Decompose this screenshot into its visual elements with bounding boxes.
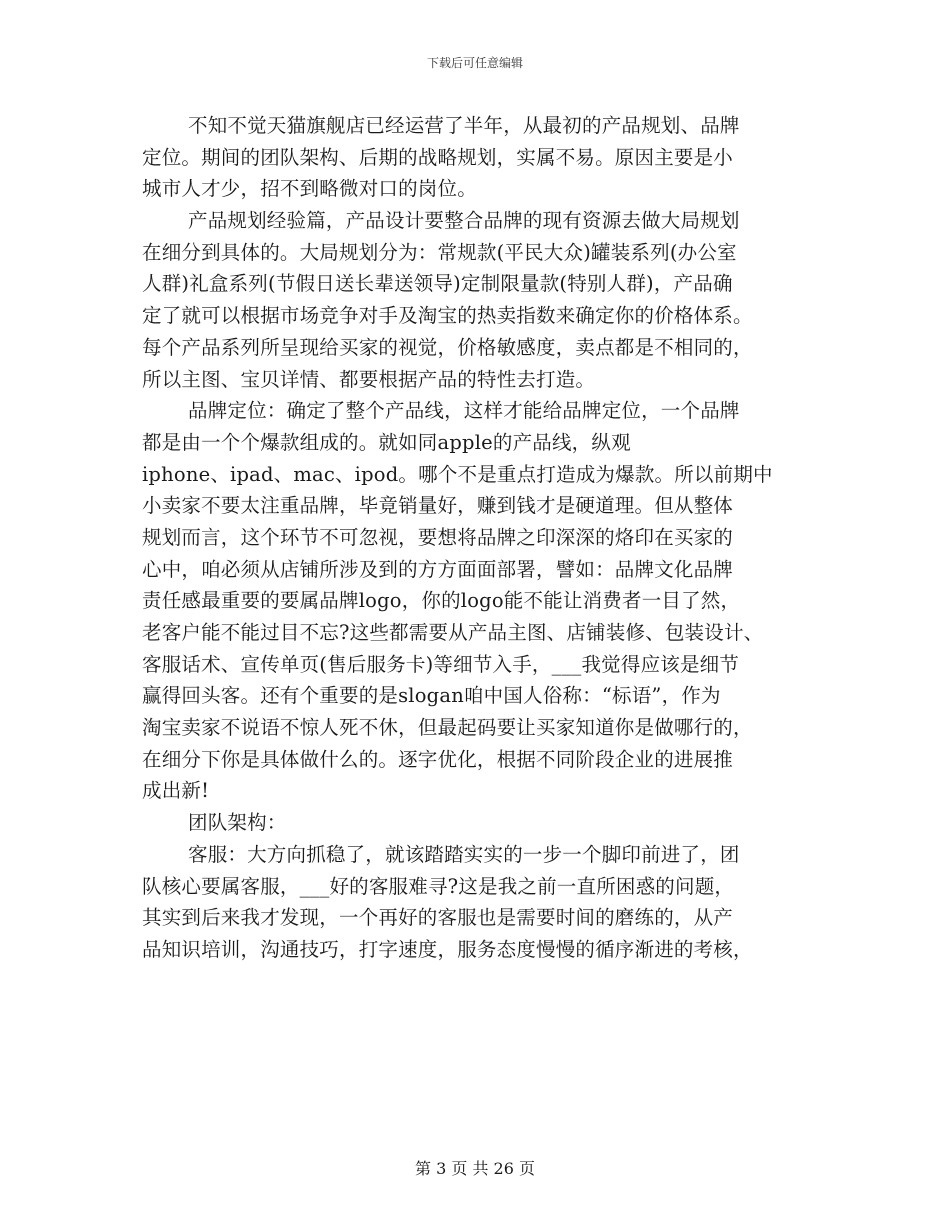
text-line: 都是由一个个爆款组成的。就如同apple的产品线，纵观: [142, 430, 631, 454]
text-line: 成出新!: [142, 779, 210, 803]
text-line: 在细分到具体的。大局规划分为：常规款(平民大众)罐装系列(办公室: [142, 240, 737, 264]
text-line: 赢得回头客。还有个重要的是slogan咱中国人俗称：“标语”，作为: [142, 684, 721, 708]
text-line: 老客户能不能过目不忘?这些都需要从产品主图、店铺装修、包装设计、: [142, 621, 764, 644]
text-line: 其实到后来我才发现，一个再好的客服也是需要时间的磨练的，从产: [142, 906, 734, 930]
text-line: 在细分下你是具体做什么的。逐字优化，根据不同阶段企业的进展推: [142, 747, 734, 771]
text-line: 心中，咱必须从店铺所涉及到的方方面面部署，譬如：品牌文化品牌: [142, 557, 734, 581]
text-line: 定位。期间的团队架构、后期的战略规划，实属不易。原因主要是小: [142, 145, 734, 169]
text-line: 客服：大方向抓稳了，就该踏踏实实的一步一个脚印前进了，团: [188, 842, 740, 866]
text-line: 定了就可以根据市场竞争对手及淘宝的热卖指数来确定你的价格体系。: [142, 304, 753, 328]
text-line: 团队架构：: [188, 811, 287, 835]
text-line: 产品规划经验篇，产品设计要整合品牌的现有资源去做大局规划: [188, 209, 740, 233]
document-body: [142, 110, 814, 966]
text-line: 小卖家不要太注重品牌，毕竟销量好，赚到钱才是硬道理。但从整体: [142, 494, 734, 518]
text-line: 队核心要属客服，___好的客服难寻?这是我之前一直所困惑的问题，: [142, 874, 735, 898]
page-footer-page-number: 第 3 页 共 26 页: [415, 1159, 535, 1178]
text-line: iphone、ipad、mac、ipod。哪个不是重点打造成为爆款。所以前期中: [142, 462, 773, 486]
text-line: 品牌定位：确定了整个产品线，这样才能给品牌定位，一个品牌: [188, 399, 740, 423]
text-line: 品知识培训，沟通技巧，打字速度，服务态度慢慢的循序渐进的考核，: [142, 937, 753, 961]
text-line: 淘宝卖家不说语不惊人死不休，但最起码要让买家知道你是做哪行的，: [142, 716, 753, 740]
text-line: 所以主图、宝贝详情、都要根据产品的特性去打造。: [142, 367, 596, 391]
text-line: 人群)礼盒系列(节假日送长辈送领导)定制限量款(特别人群)，产品确: [142, 272, 733, 296]
text-line: 客服话术、宣传单页(售后服务卡)等细节入手，___我觉得应该是细节: [142, 652, 740, 676]
text-line: 责任感最重要的要属品牌logo，你的logo能不能让消费者一目了然，: [142, 589, 741, 613]
text-line: 每个产品系列所呈现给买家的视觉，价格敏感度，卖点都是不相同的，: [142, 335, 753, 359]
text-line: 不知不觉天猫旗舰店已经运营了半年，从最初的产品规划、品牌: [188, 114, 740, 137]
text-line: 城市人才少，招不到略微对口的岗位。: [142, 177, 477, 201]
page-header-note: 下载后可任意编辑: [426, 56, 523, 70]
text-line: 规划而言，这个环节不可忽视，要想将品牌之印深深的烙印在买家的: [142, 525, 734, 549]
